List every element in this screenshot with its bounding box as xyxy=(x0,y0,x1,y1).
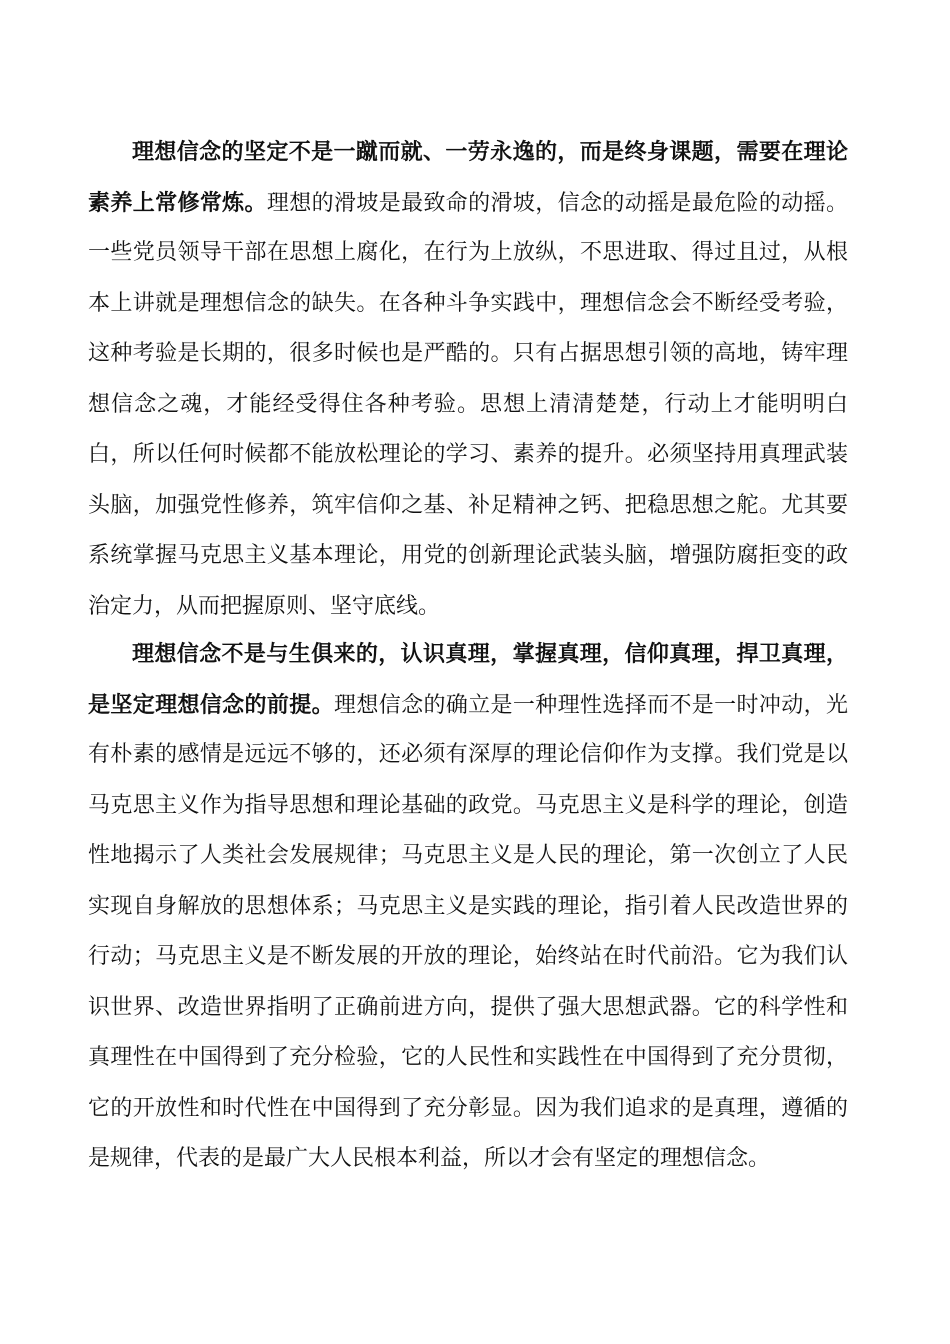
body-text: 它的开放性和时代性在中国得到了充分彰显。因为我们追求的是真理，遵循的 xyxy=(88,1096,848,1121)
body-text: 真理性在中国得到了充分检验，它的人民性和实践性在中国得到了充分贯彻， xyxy=(88,1045,848,1070)
paragraph-line xyxy=(88,735,848,775)
paragraph-line xyxy=(88,836,848,876)
body-text: 本上讲就是理想信念的缺失。在各种斗争实践中，理想信念会不断经受考验， xyxy=(88,291,848,316)
body-text: 系统掌握马克思主义基本理论，用党的创新理论武装头脑，增强防腐拒变的政 xyxy=(88,543,848,568)
bold-lead-text: 理想信念不是与生俱来的，认识真理，掌握真理，信仰真理，捍卫真理， xyxy=(132,641,848,667)
body-text: 理想的滑坡是最致命的滑坡，信念的动摇是最危险的动摇。 xyxy=(266,191,848,216)
body-text: 想信念之魂，才能经受得住各种考验。思想上清清楚楚，行动上才能明明白 xyxy=(88,392,848,417)
body-text: 头脑，加强党性修养，筑牢信仰之基、补足精神之钙、把稳思想之舵。尤其要 xyxy=(88,493,848,518)
bold-lead-text: 素养上常修常炼。 xyxy=(88,190,267,216)
paragraph-line xyxy=(88,435,848,475)
body-text: 马克思主义作为指导思想和理论基础的政党。马克思主义是科学的理论，创造 xyxy=(88,793,848,818)
paragraph-line xyxy=(88,486,848,526)
body-text: 这种考验是长期的，很多时候也是严酷的。只有占据思想引领的高地，铸牢理 xyxy=(88,341,848,366)
paragraph-line xyxy=(88,334,848,374)
body-text: 实现自身解放的思想体系；马克思主义是实践的理论，指引着人民改造世界的 xyxy=(88,894,848,919)
body-text: 白，所以任何时候都不能放松理论的学习、素养的提升。必须坚持用真理武装 xyxy=(88,442,848,467)
paragraph-line xyxy=(88,1089,848,1129)
body-text: 行动；马克思主义是不断发展的开放的理论，始终站在时代前沿。它为我们认 xyxy=(88,944,848,969)
paragraph-line xyxy=(88,183,848,223)
paragraph-line xyxy=(88,1139,848,1179)
paragraph-line xyxy=(88,536,848,576)
paragraph-line xyxy=(88,284,848,324)
body-text: 性地揭示了人类社会发展规律；马克思主义是人民的理论，第一次创立了人民 xyxy=(88,843,848,868)
body-text: 识世界、改造世界指明了正确前进方向，提供了强大思想武器。它的科学性和 xyxy=(88,995,848,1020)
body-text: 一些党员领导干部在思想上腐化，在行为上放纵，不思进取、得过且过，从根 xyxy=(88,240,848,265)
paragraph-line xyxy=(88,988,848,1028)
paragraph-line xyxy=(88,385,848,425)
paragraph-line xyxy=(88,937,848,977)
paragraph-line xyxy=(88,685,848,725)
body-text: 治定力，从而把握原则、坚守底线。 xyxy=(88,594,441,619)
bold-lead-text: 是坚定理想信念的前提。 xyxy=(88,692,334,718)
body-text: 有朴素的感情是远远不够的，还必须有深厚的理论信仰作为支撑。我们党是以 xyxy=(88,742,848,767)
body-text: 是规律，代表的是最广大人民根本利益，所以才会有坚定的理想信念。 xyxy=(88,1146,771,1171)
paragraph-line xyxy=(88,233,848,273)
body-text: 理想信念的确立是一种理性选择而不是一时冲动，光 xyxy=(334,693,848,718)
paragraph-line xyxy=(132,132,848,172)
paragraph-line xyxy=(88,887,848,927)
paragraph-line xyxy=(88,1038,848,1078)
bold-lead-text: 理想信念的坚定不是一蹴而就、一劳永逸的，而是终身课题，需要在理论 xyxy=(132,139,848,165)
paragraph-line xyxy=(88,587,848,627)
paragraph-line xyxy=(88,786,848,826)
paragraph-line xyxy=(132,634,848,674)
